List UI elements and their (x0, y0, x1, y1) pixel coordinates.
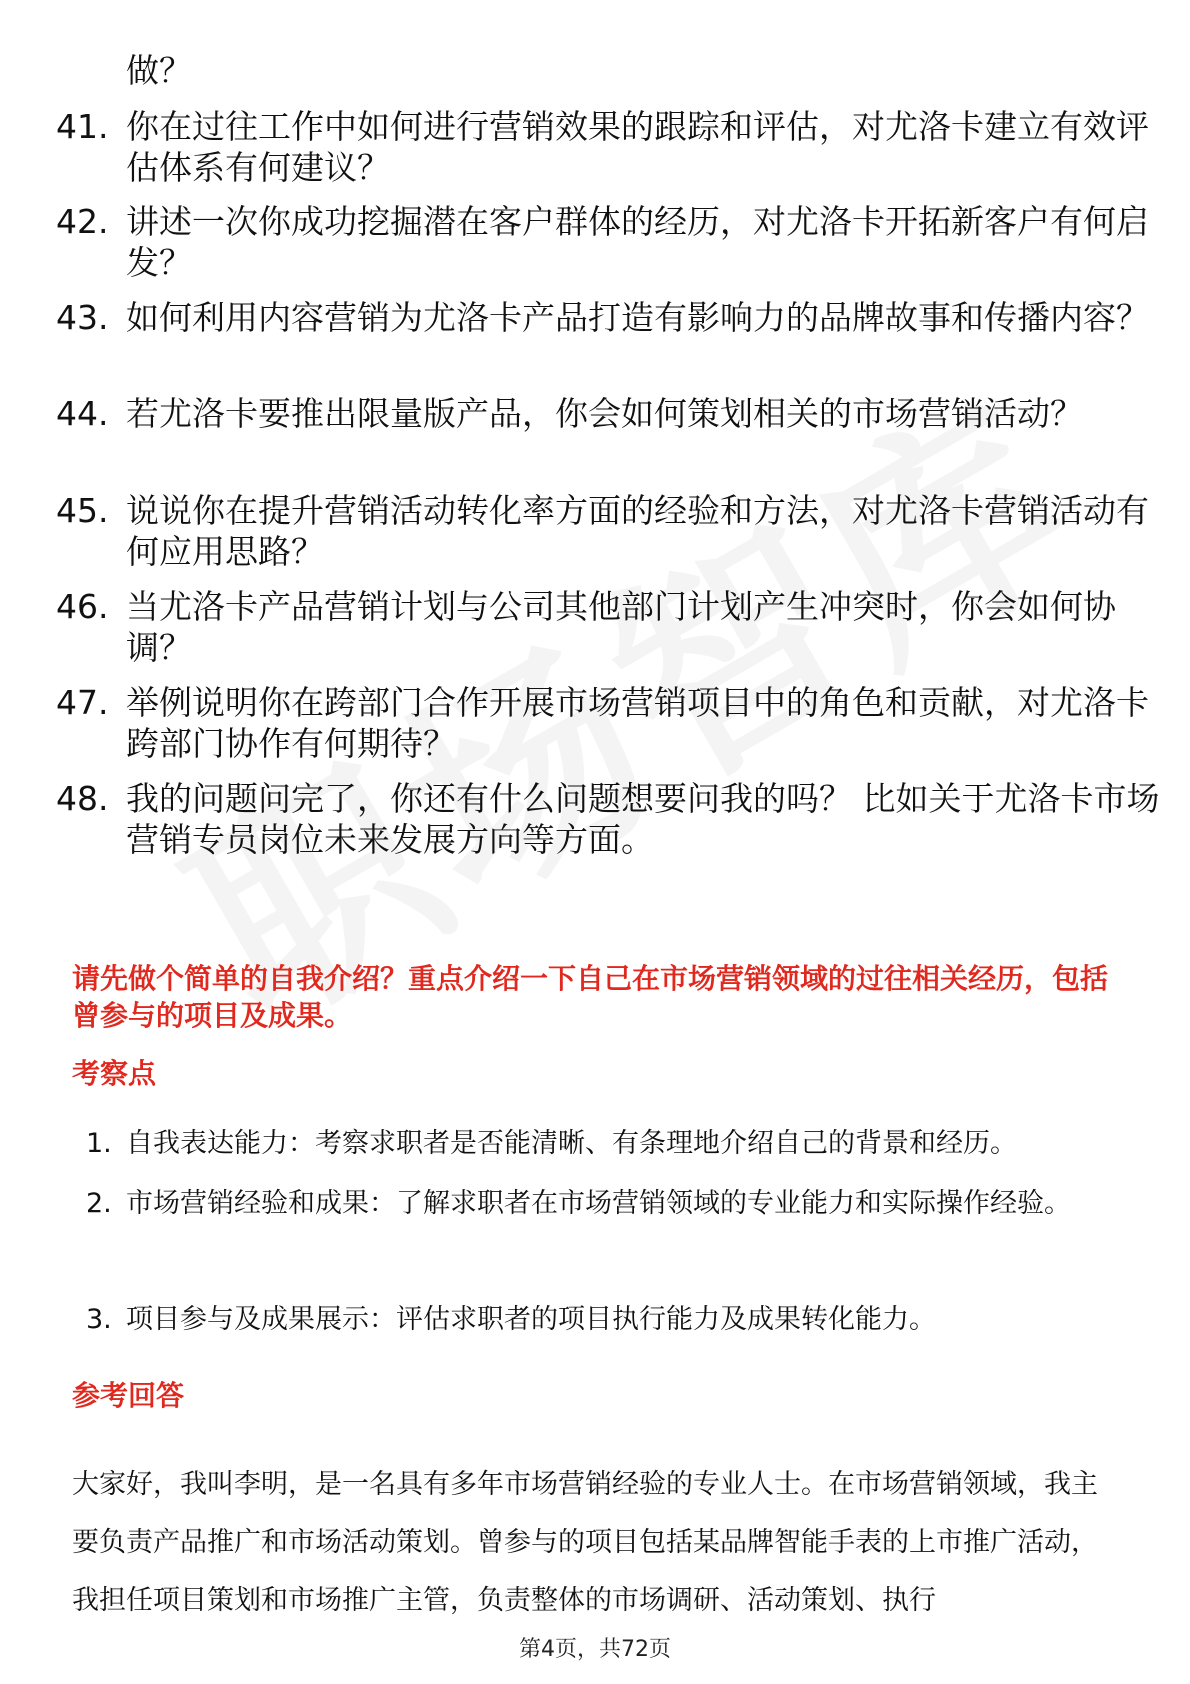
question-text: 如何利用内容营销为尤洛卡产品打造有影响力的品牌故事和传播内容？ (126, 298, 1149, 337)
question-text: 说说你在提升营销活动转化率方面的经验和方法，对尤洛卡营销活动有何应用思路？ (126, 491, 1149, 571)
highlight-question: 请先做个简单的自我介绍？重点介绍一下自己在市场营销领域的过往相关经历，包括曾参与的项目及成果。 (72, 962, 1109, 1032)
question-number: 43. (56, 298, 109, 337)
exam-point-text: 市场营销经验和成果：了解求职者在市场营销领域的专业能力和实际操作经验。 (126, 1188, 1071, 1219)
question-number: 47. (56, 683, 109, 722)
reference-answer-heading: 参考回答 (72, 1379, 185, 1412)
question-text: 你在过往工作中如何进行营销效果的跟踪和评估，对尤洛卡建立有效评估体系有何建议？ (126, 107, 1149, 187)
exam-point-text: 项目参与及成果展示：评估求职者的项目执行能力及成果转化能力。 (126, 1304, 936, 1335)
question-number: 42. (56, 202, 109, 241)
exam-point-number: 3. (86, 1304, 112, 1335)
exam-point-number: 2. (86, 1188, 112, 1219)
question-text: 讲述一次你成功挖掘潜在客户群体的经历，对尤洛卡开拓新客户有何启发？ (126, 202, 1149, 282)
reference-answer-text: 大家好，我叫李明，是一名具有多年市场营销经验的专业人士。在市场营销领域，我主要负责产品推广和市场活动策划。曾参与的项目包括某品牌智能手表的上市推广活动，我担任项目策划和市场推广主管，负责整体的市场调研、活动策划、执行 (72, 1469, 1098, 1616)
question-text: 做？ (126, 51, 192, 90)
question-number: 41. (56, 107, 109, 146)
question-number: 48. (56, 779, 109, 818)
question-number: 46. (56, 587, 109, 626)
question-text: 举例说明你在跨部门合作开展市场营销项目中的角色和贡献，对尤洛卡跨部门协作有何期待？ (126, 683, 1149, 763)
question-number: 45. (56, 491, 109, 530)
question-number: 44. (56, 394, 109, 433)
question-text: 若尤洛卡要推出限量版产品，你会如何策划相关的市场营销活动？ (126, 394, 1083, 433)
page-footer: 第4页，共72页 (519, 1637, 671, 1662)
question-text: 当尤洛卡产品营销计划与公司其他部门计划产生冲突时，你会如何协调？ (126, 587, 1116, 667)
exam-point-number: 1. (86, 1128, 112, 1159)
exam-point-text: 自我表达能力：考察求职者是否能清晰、有条理地介绍自己的背景和经历。 (126, 1128, 1017, 1159)
question-text: 我的问题问完了，你还有什么问题想要问我的吗？ 比如关于尤洛卡市场营销专员岗位未来发展方向等方面。 (126, 779, 1160, 859)
exam-points-heading: 考察点 (72, 1057, 157, 1090)
